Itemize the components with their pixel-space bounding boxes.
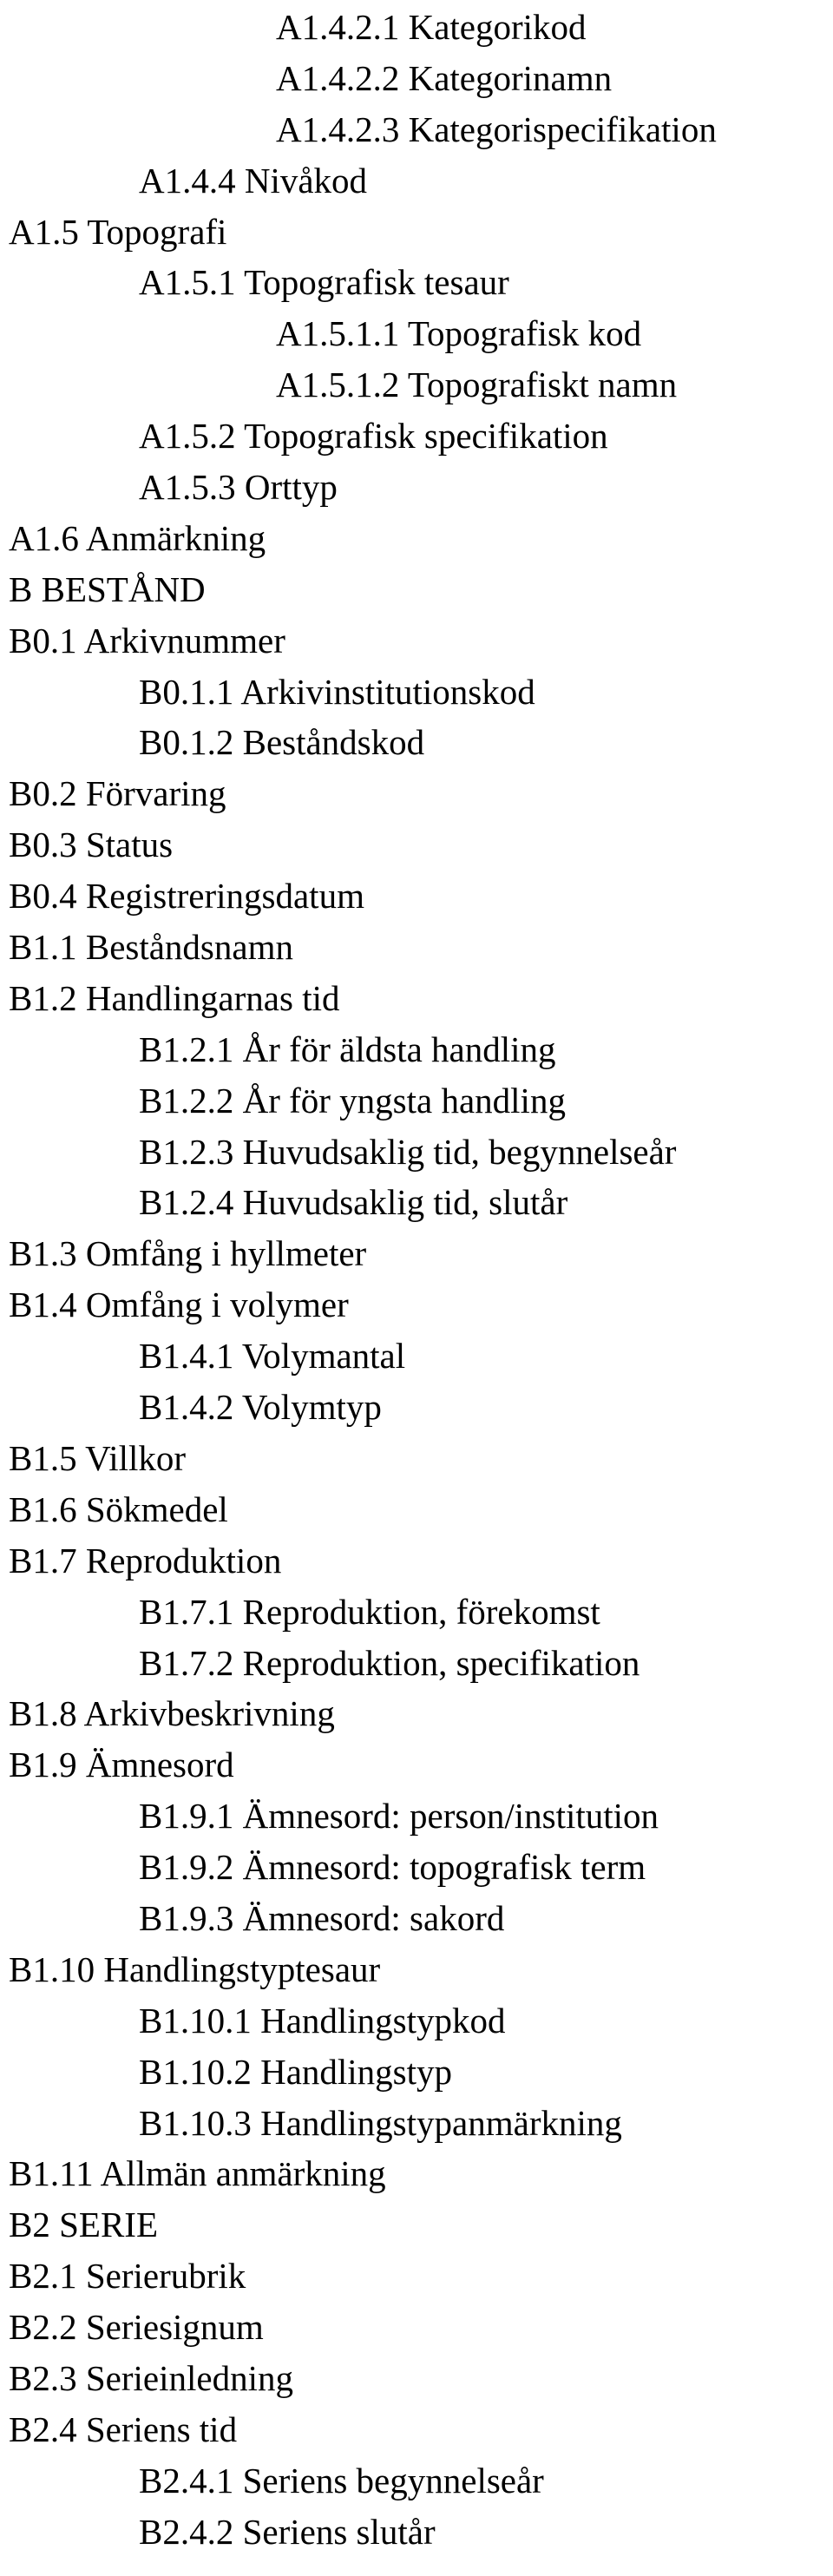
outline-item: B1.2.4 Huvudsaklig tid, slutår xyxy=(139,1182,568,1223)
outline-item: B1.10.3 Handlingstypanmärkning xyxy=(139,2102,622,2143)
outline-item: B1.4.1 Volymantal xyxy=(139,1336,406,1377)
outline-item: B1.2 Handlingarnas tid xyxy=(9,977,340,1018)
outline-item: A1.5.1.2 Topografiskt namn xyxy=(276,365,678,405)
outline-item: B0.4 Registreringsdatum xyxy=(9,876,364,917)
outline-item: B1.8 Arkivbeskrivning xyxy=(9,1693,335,1734)
outline-item: B1.9.2 Ämnesord: topografisk term xyxy=(139,1847,646,1888)
outline-item: A1.4.2.3 Kategorispecifikation xyxy=(276,108,717,149)
outline-item: B2.4 Seriens tid xyxy=(9,2408,238,2449)
outline-item: B2.3 Serieinledning xyxy=(9,2357,293,2398)
outline-item: B2.4.1 Seriens begynnelseår xyxy=(139,2460,544,2500)
outline-item: B1.1 Beståndsnamn xyxy=(9,927,293,968)
outline-item: B1.5 Villkor xyxy=(9,1437,187,1478)
outline-item: B2.1 Serierubrik xyxy=(9,2256,246,2297)
outline-item: B1.4.2 Volymtyp xyxy=(139,1387,382,1428)
outline-item: A1.4.2.1 Kategorikod xyxy=(276,7,587,47)
outline-item: B0.1.1 Arkivinstitutionskod xyxy=(139,671,535,712)
outline-item: B1.10 Handlingstyptesaur xyxy=(9,1948,381,1989)
outline-item: A1.5.3 Orttyp xyxy=(139,467,338,508)
outline-item: B1.7.1 Reproduktion, förekomst xyxy=(139,1591,600,1632)
outline-item: B1.10.1 Handlingstypkod xyxy=(139,2000,506,2040)
outline-item: A1.4.2.2 Kategorinamn xyxy=(276,57,613,98)
outline-item: B1.7 Reproduktion xyxy=(9,1540,282,1580)
outline-item: B2.2 Seriesignum xyxy=(9,2307,264,2348)
outline-item: B0.1.2 Beståndskod xyxy=(139,722,425,763)
outline-item: A1.5.1 Topografisk tesaur xyxy=(139,262,509,303)
outline-item: B1.2.1 År för äldsta handling xyxy=(139,1028,556,1069)
outline-item: A1.6 Anmärkning xyxy=(9,517,266,558)
outline-item: B1.9.1 Ämnesord: person/institution xyxy=(139,1796,659,1837)
outline-item: B2.4.2 Seriens slutår xyxy=(139,2511,436,2552)
outline-item: B0.1 Arkivnummer xyxy=(9,620,285,660)
outline-item: B1.4 Omfång i volymer xyxy=(9,1285,349,1325)
outline-item: B1.6 Sökmedel xyxy=(9,1488,228,1529)
outline-item: A1.4.4 Nivåkod xyxy=(139,160,368,200)
outline-item: B1.10.2 Handlingstyp xyxy=(139,2051,453,2092)
document-outline xyxy=(0,2,833,2558)
outline-item: A1.5.2 Topografisk specifikation xyxy=(139,416,608,457)
outline-item: B1.2.2 År för yngsta handling xyxy=(139,1080,566,1120)
outline-item: A1.5 Topografi xyxy=(9,211,227,252)
outline-item: B1.9 Ämnesord xyxy=(9,1745,234,1785)
outline-item: A1.5.1.1 Topografisk kod xyxy=(276,313,642,354)
outline-item: B1.3 Omfång i hyllmeter xyxy=(9,1233,367,1274)
outline-item: B2 SERIE xyxy=(9,2205,158,2245)
outline-item: B0.2 Förvaring xyxy=(9,773,226,814)
outline-item: B1.7.2 Reproduktion, specifikation xyxy=(139,1642,640,1683)
outline-item: B1.2.3 Huvudsaklig tid, begynnelseår xyxy=(139,1131,677,1172)
outline-item: B1.9.3 Ämnesord: sakord xyxy=(139,1897,505,1938)
outline-item: B BESTÅND xyxy=(9,568,206,609)
outline-item: B1.11 Allmän anmärkning xyxy=(9,2153,386,2194)
outline-item: B0.3 Status xyxy=(9,825,174,865)
